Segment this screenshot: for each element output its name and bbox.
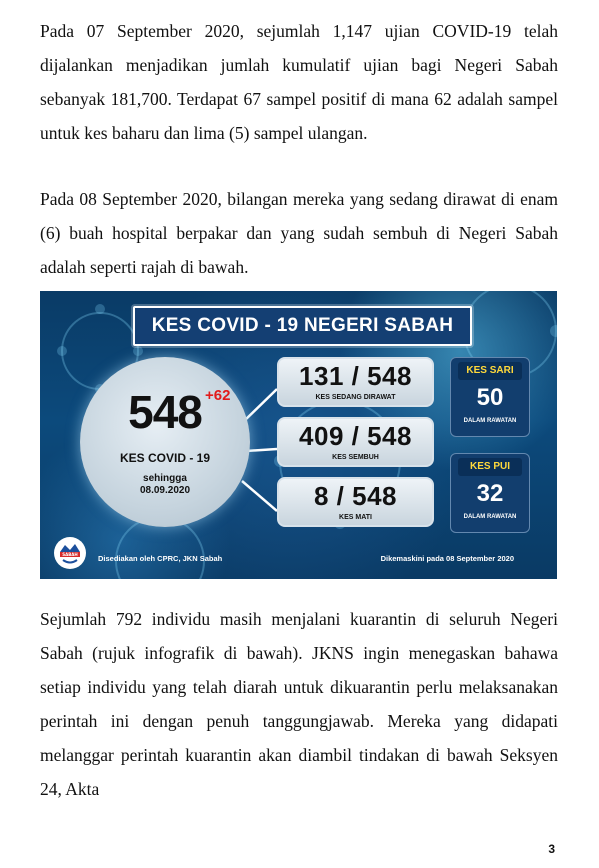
- paragraph-hospital: Pada 08 September 2020, bilangan mereka yang sedang dirawat di enam (6) buah hospital berpakar dan yang sudah sembuh di Negeri Sabah adalah seperti rajah di bawah.: [40, 189, 558, 277]
- as-of-date-value: 08.09.2020: [139, 485, 191, 496]
- covid-infographic: [40, 291, 557, 579]
- stat-label: KES MATI: [339, 514, 372, 521]
- as-of-label: sehingga: [143, 473, 187, 484]
- logo-text: SABAH: [62, 552, 78, 557]
- sari-box: [450, 357, 530, 437]
- footer-source: Disediakan oleh CPRC, JKN Sabah: [98, 554, 223, 563]
- total-cases-value: 548: [128, 386, 202, 438]
- page-number: 3: [548, 842, 555, 856]
- paragraph-quarantine: Sejumlah 792 individu masih menjalani kuarantin di seluruh Negeri Sabah (rujuk infografik di bawah). JKNS ingin menegaskan bahawa setiap individu yang telah diarah untuk dikuarantin perlu melaksanakan perintah ini dengan penuh tanggungjawab. Mereka yang didapati melanggar perintah kuarantin akan diambil tindakan di bawah Seksyen 24, Akta: [40, 609, 558, 799]
- stat-value: 8 / 548: [313, 481, 397, 511]
- pui-title: KES PUI: [458, 458, 522, 476]
- total-cases-label: KES COVID - 19: [119, 451, 211, 465]
- pui-value: 32: [476, 480, 504, 507]
- sabah-logo-icon: [54, 537, 86, 569]
- pui-label: DALAM RAWATAN: [463, 514, 517, 520]
- sari-label: DALAM RAWATAN: [463, 418, 517, 424]
- stat-in-treatment: [277, 357, 434, 407]
- stat-value: 409 / 548: [299, 421, 412, 451]
- total-cases-circle: [80, 357, 250, 527]
- sari-value: 50: [476, 384, 504, 411]
- pui-box: [450, 453, 530, 533]
- as-of-date: [80, 473, 250, 497]
- stat-label: KES SEMBUH: [332, 454, 379, 461]
- footer-updated: Dikemaskini pada 08 September 2020: [380, 554, 514, 563]
- paragraph-testing: Pada 07 September 2020, sejumlah 1,147 ujian COVID-19 telah dijalankan menjadikan jumlah kumulatif ujian bagi Negeri Sabah sebanyak 181,700. Terdapat 67 sampel positif di mana 62 adalah sampel untuk kes baharu dan lima (5) sampel ulangan.: [40, 21, 558, 143]
- sari-title: KES SARI: [458, 362, 522, 380]
- infographic-title: KES COVID - 19 NEGERI SABAH: [133, 306, 472, 346]
- stat-label: KES SEDANG DIRAWAT: [315, 394, 396, 401]
- stat-value: 131 / 548: [299, 361, 412, 391]
- stat-recovered: [277, 417, 434, 467]
- stat-deaths: [277, 477, 434, 527]
- new-cases-value: +62: [205, 387, 231, 404]
